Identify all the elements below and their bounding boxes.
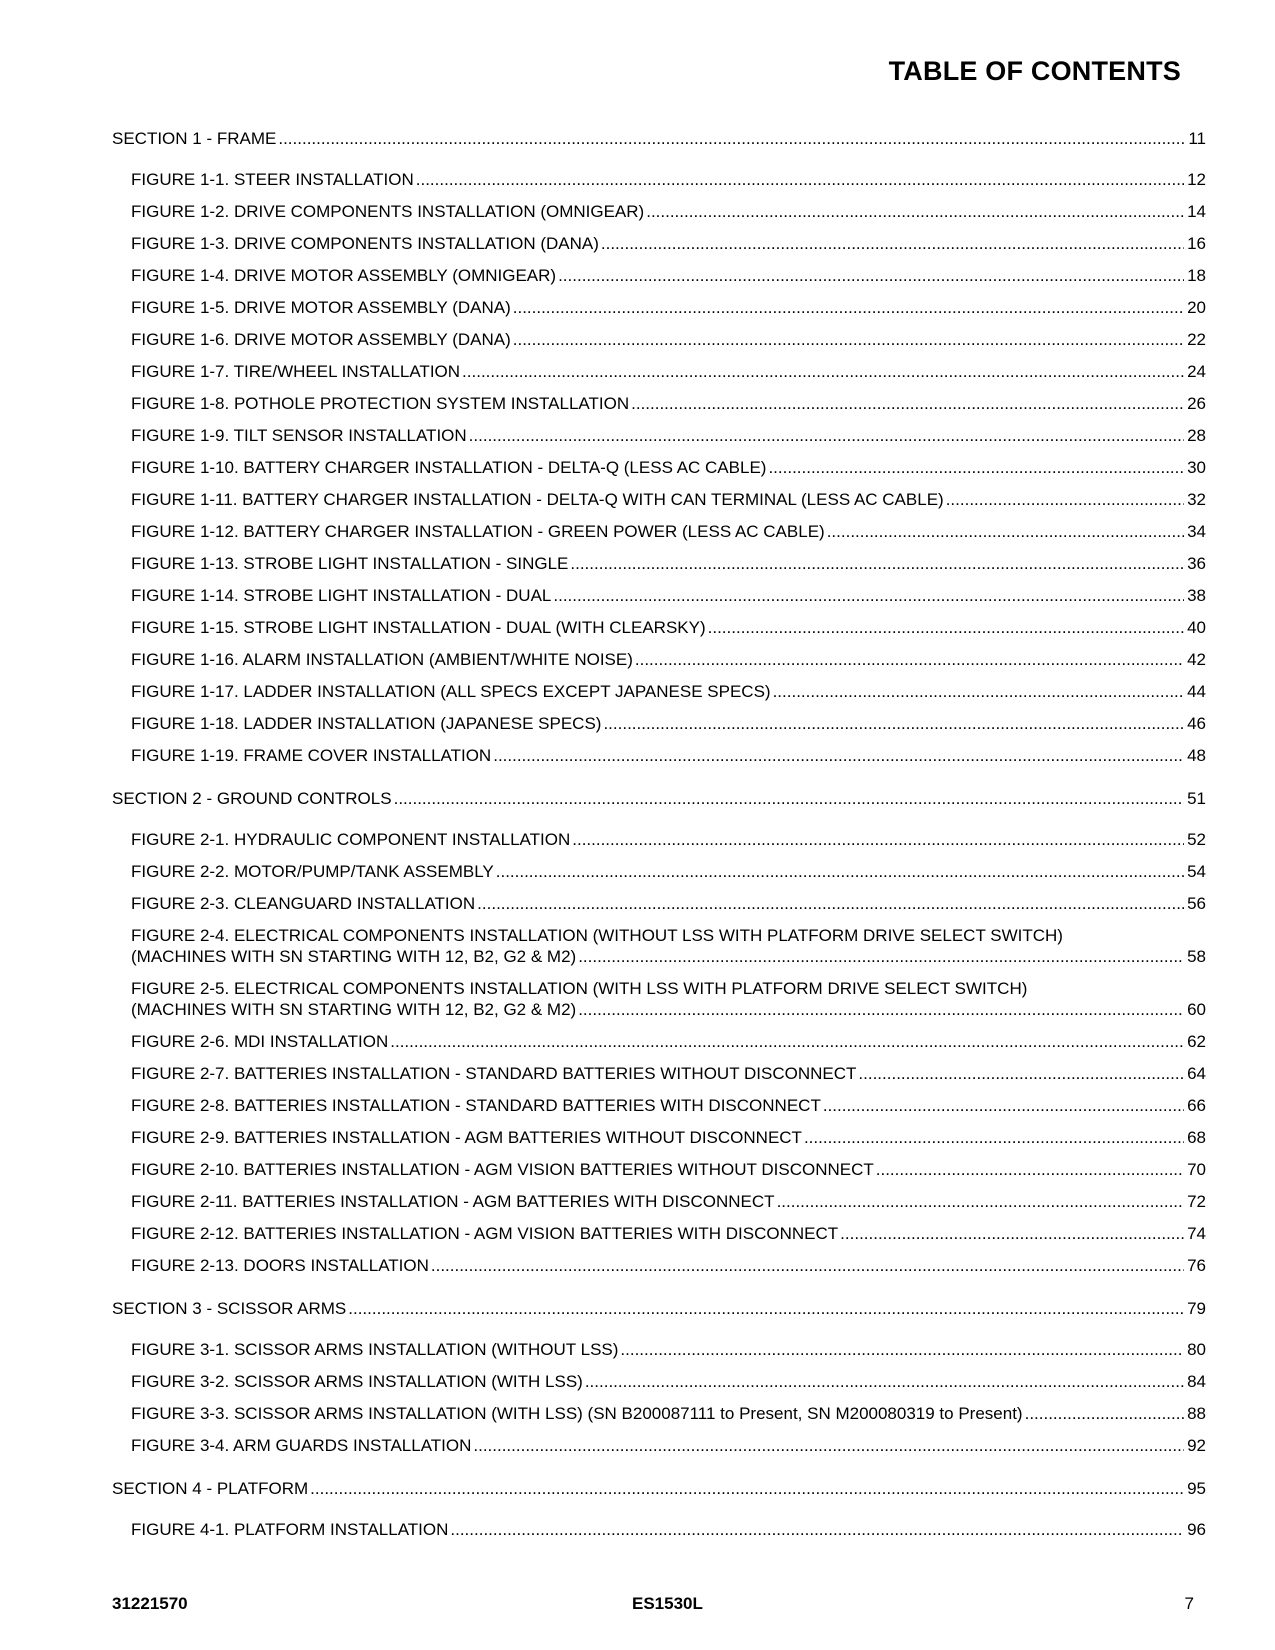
toc-figure-entry[interactable] bbox=[131, 1159, 1206, 1180]
toc-entry-title: FIGURE 1-4. DRIVE MOTOR ASSEMBLY (OMNIGEAR) bbox=[131, 266, 557, 285]
dot-leader bbox=[631, 393, 1184, 414]
dot-leader bbox=[823, 1095, 1184, 1116]
toc-entry-title: SECTION 2 - GROUND CONTROLS bbox=[112, 789, 392, 808]
toc-entry-page: 72 bbox=[1187, 1192, 1206, 1211]
toc-figure-entry[interactable] bbox=[131, 297, 1206, 318]
dot-leader bbox=[946, 489, 1184, 510]
dot-leader bbox=[416, 169, 1184, 190]
footer-model: ES1530L bbox=[632, 1594, 703, 1613]
toc-entry-page: 52 bbox=[1187, 830, 1206, 849]
toc-entry-page: 34 bbox=[1187, 522, 1206, 541]
dot-leader bbox=[603, 713, 1184, 734]
toc-entry-title: FIGURE 2-3. CLEANGUARD INSTALLATION bbox=[131, 894, 476, 913]
toc-entry-page: 16 bbox=[1187, 234, 1206, 253]
dot-leader bbox=[773, 681, 1185, 702]
toc-entry-page: 38 bbox=[1187, 586, 1206, 605]
toc-entry-title: (MACHINES WITH SN STARTING WITH 12, B2, G2 & M2) bbox=[131, 947, 577, 966]
toc-figure-entry[interactable] bbox=[131, 329, 1206, 350]
toc-entry-page: 54 bbox=[1187, 862, 1206, 881]
dot-leader bbox=[496, 861, 1184, 882]
dot-leader bbox=[876, 1159, 1184, 1180]
toc-entry-page: 88 bbox=[1187, 1404, 1206, 1423]
toc-section-entry[interactable] bbox=[112, 1298, 1206, 1319]
table-of-contents bbox=[112, 128, 1206, 1551]
toc-entry-title: FIGURE 1-3. DRIVE COMPONENTS INSTALLATION (DANA) bbox=[131, 234, 599, 253]
dot-leader bbox=[601, 233, 1184, 254]
toc-figure-entry[interactable] bbox=[131, 1127, 1206, 1148]
toc-entry-title-line: FIGURE 2-4. ELECTRICAL COMPONENTS INSTALLATION (WITHOUT LSS WITH PLATFORM DRIVE SELECT SWITCH) bbox=[131, 926, 1063, 945]
toc-figure-entry[interactable] bbox=[131, 978, 1206, 1020]
dot-leader bbox=[394, 788, 1184, 809]
toc-entry-page: 62 bbox=[1187, 1032, 1206, 1051]
toc-figure-entry[interactable] bbox=[131, 1031, 1206, 1052]
toc-entry-title: SECTION 1 - FRAME bbox=[112, 129, 277, 148]
toc-figure-entry[interactable] bbox=[131, 1403, 1206, 1424]
toc-figure-entry[interactable] bbox=[131, 489, 1206, 510]
dot-leader bbox=[462, 361, 1184, 382]
toc-entry-title: FIGURE 1-15. STROBE LIGHT INSTALLATION - DUAL (WITH CLEARSKY) bbox=[131, 618, 706, 637]
toc-entry-title: FIGURE 1-5. DRIVE MOTOR ASSEMBLY (DANA) bbox=[131, 298, 511, 317]
toc-figure-entry[interactable] bbox=[131, 233, 1206, 254]
toc-figure-entry[interactable] bbox=[131, 745, 1206, 766]
toc-entry-title: FIGURE 4-1. PLATFORM INSTALLATION bbox=[131, 1520, 449, 1539]
dot-leader bbox=[578, 999, 1184, 1020]
toc-entry-page: 70 bbox=[1187, 1160, 1206, 1179]
toc-entry-title: FIGURE 1-7. TIRE/WHEEL INSTALLATION bbox=[131, 362, 461, 381]
toc-figure-entry[interactable] bbox=[131, 393, 1206, 414]
page-title: TABLE OF CONTENTS bbox=[888, 56, 1181, 86]
toc-entry-page: 68 bbox=[1187, 1128, 1206, 1147]
dot-leader bbox=[390, 1031, 1184, 1052]
dot-leader bbox=[493, 745, 1184, 766]
toc-figure-entry[interactable] bbox=[131, 681, 1206, 702]
toc-entry-page: 12 bbox=[1187, 170, 1206, 189]
toc-entry-title: FIGURE 1-11. BATTERY CHARGER INSTALLATION - DELTA-Q WITH CAN TERMINAL (LESS AC CABLE) bbox=[131, 490, 944, 509]
toc-entry-title: FIGURE 3-3. SCISSOR ARMS INSTALLATION (WITH LSS) (SN B200087111 to Present, SN M200080319 to Present) bbox=[131, 1404, 1023, 1423]
toc-figure-entry[interactable] bbox=[131, 1095, 1206, 1116]
toc-entry-title: FIGURE 2-9. BATTERIES INSTALLATION - AGM BATTERIES WITHOUT DISCONNECT bbox=[131, 1128, 802, 1147]
dot-leader bbox=[578, 946, 1184, 967]
toc-entry-page: 46 bbox=[1187, 714, 1206, 733]
toc-figure-entry[interactable] bbox=[131, 829, 1206, 850]
toc-entry-page: 51 bbox=[1187, 789, 1206, 808]
toc-entry-title: FIGURE 1-19. FRAME COVER INSTALLATION bbox=[131, 746, 492, 765]
dot-leader bbox=[840, 1223, 1184, 1244]
toc-figure-entry[interactable] bbox=[131, 361, 1206, 382]
toc-entry-title: FIGURE 3-2. SCISSOR ARMS INSTALLATION (WITH LSS) bbox=[131, 1372, 583, 1391]
dot-leader bbox=[572, 829, 1184, 850]
dot-leader bbox=[635, 649, 1184, 670]
toc-entry-title: FIGURE 1-1. STEER INSTALLATION bbox=[131, 170, 414, 189]
toc-figure-entry[interactable] bbox=[131, 553, 1206, 574]
toc-entry-page: 24 bbox=[1187, 362, 1206, 381]
toc-figure-entry[interactable] bbox=[131, 893, 1206, 914]
dot-leader bbox=[768, 457, 1184, 478]
toc-entry-page: 96 bbox=[1187, 1520, 1206, 1539]
toc-entry-page: 30 bbox=[1187, 458, 1206, 477]
dot-leader bbox=[585, 1371, 1184, 1392]
toc-entry-page: 48 bbox=[1187, 746, 1206, 765]
toc-entry-title: FIGURE 2-11. BATTERIES INSTALLATION - AGM BATTERIES WITH DISCONNECT bbox=[131, 1192, 775, 1211]
toc-figure-entry[interactable] bbox=[131, 1255, 1206, 1276]
toc-entry-page: 64 bbox=[1187, 1064, 1206, 1083]
toc-entry-title-line: FIGURE 2-5. ELECTRICAL COMPONENTS INSTALLATION (WITH LSS WITH PLATFORM DRIVE SELECT SWITCH) bbox=[131, 979, 1028, 998]
toc-entry-page: 44 bbox=[1187, 682, 1206, 701]
dot-leader bbox=[1025, 1403, 1184, 1424]
toc-entry-page: 11 bbox=[1188, 129, 1206, 148]
dot-leader bbox=[431, 1255, 1184, 1276]
toc-entry-title: FIGURE 2-6. MDI INSTALLATION bbox=[131, 1032, 389, 1051]
toc-figure-entry[interactable] bbox=[131, 169, 1206, 190]
toc-entry-title: SECTION 4 - PLATFORM bbox=[112, 1479, 309, 1498]
toc-entry-page: 60 bbox=[1187, 1000, 1206, 1019]
toc-figure-entry[interactable] bbox=[131, 265, 1206, 286]
toc-entry-page: 58 bbox=[1187, 947, 1206, 966]
dot-leader bbox=[646, 201, 1184, 222]
toc-figure-entry[interactable] bbox=[131, 1063, 1206, 1084]
toc-entry-page: 56 bbox=[1187, 894, 1206, 913]
toc-entry-title: FIGURE 2-13. DOORS INSTALLATION bbox=[131, 1256, 429, 1275]
toc-figure-entry[interactable] bbox=[131, 201, 1206, 222]
toc-figure-entry[interactable] bbox=[131, 1223, 1206, 1244]
toc-entry-title: FIGURE 1-14. STROBE LIGHT INSTALLATION - DUAL bbox=[131, 586, 552, 605]
toc-entry-page: 80 bbox=[1187, 1340, 1206, 1359]
toc-entry-page: 32 bbox=[1187, 490, 1206, 509]
dot-leader bbox=[804, 1127, 1184, 1148]
dot-leader bbox=[570, 553, 1184, 574]
toc-entry-page: 95 bbox=[1187, 1479, 1206, 1498]
toc-entry-page: 26 bbox=[1187, 394, 1206, 413]
toc-entry-page: 84 bbox=[1187, 1372, 1206, 1391]
toc-figure-entry[interactable] bbox=[131, 925, 1206, 967]
dot-leader bbox=[827, 521, 1184, 542]
toc-entry-page: 79 bbox=[1187, 1299, 1206, 1318]
toc-figure-entry[interactable] bbox=[131, 861, 1206, 882]
toc-entry-title: FIGURE 2-10. BATTERIES INSTALLATION - AGM VISION BATTERIES WITHOUT DISCONNECT bbox=[131, 1160, 874, 1179]
toc-entry-title: FIGURE 2-8. BATTERIES INSTALLATION - STANDARD BATTERIES WITH DISCONNECT bbox=[131, 1096, 821, 1115]
toc-entry-title: FIGURE 1-12. BATTERY CHARGER INSTALLATION - GREEN POWER (LESS AC CABLE) bbox=[131, 522, 825, 541]
toc-entry-title: FIGURE 2-1. HYDRAULIC COMPONENT INSTALLATION bbox=[131, 830, 571, 849]
footer-page-number: 7 bbox=[1184, 1594, 1194, 1613]
toc-entry-title: FIGURE 1-9. TILT SENSOR INSTALLATION bbox=[131, 426, 467, 445]
toc-entry-page: 76 bbox=[1187, 1256, 1206, 1275]
toc-entry-title: FIGURE 1-6. DRIVE MOTOR ASSEMBLY (DANA) bbox=[131, 330, 511, 349]
toc-entry-title: FIGURE 3-1. SCISSOR ARMS INSTALLATION (WITHOUT LSS) bbox=[131, 1340, 619, 1359]
toc-entry-page: 28 bbox=[1187, 426, 1206, 445]
toc-figure-entry[interactable] bbox=[131, 521, 1206, 542]
toc-entry-title: FIGURE 2-2. MOTOR/PUMP/TANK ASSEMBLY bbox=[131, 862, 494, 881]
toc-entry-page: 36 bbox=[1187, 554, 1206, 573]
dot-leader bbox=[620, 1339, 1184, 1360]
dot-leader bbox=[553, 585, 1184, 606]
toc-entry-title: (MACHINES WITH SN STARTING WITH 12, B2, G2 & M2) bbox=[131, 1000, 577, 1019]
footer-doc-number: 31221570 bbox=[112, 1594, 188, 1613]
toc-figure-entry[interactable] bbox=[131, 713, 1206, 734]
toc-section-entry[interactable] bbox=[112, 128, 1206, 149]
dot-leader bbox=[513, 329, 1184, 350]
dot-leader bbox=[777, 1191, 1185, 1212]
toc-entry-title: FIGURE 1-10. BATTERY CHARGER INSTALLATION - DELTA-Q (LESS AC CABLE) bbox=[131, 458, 767, 477]
toc-entry-title: FIGURE 2-12. BATTERIES INSTALLATION - AGM VISION BATTERIES WITH DISCONNECT bbox=[131, 1224, 839, 1243]
dot-leader bbox=[477, 893, 1184, 914]
toc-figure-entry[interactable] bbox=[131, 425, 1206, 446]
toc-entry-title: FIGURE 1-18. LADDER INSTALLATION (JAPANESE SPECS) bbox=[131, 714, 602, 733]
dot-leader bbox=[513, 297, 1184, 318]
toc-entry-page: 74 bbox=[1187, 1224, 1206, 1243]
toc-figure-entry[interactable] bbox=[131, 1519, 1206, 1540]
toc-entry-page: 66 bbox=[1187, 1096, 1206, 1115]
toc-entry-title: FIGURE 2-7. BATTERIES INSTALLATION - STANDARD BATTERIES WITHOUT DISCONNECT bbox=[131, 1064, 857, 1083]
dot-leader bbox=[473, 1435, 1184, 1456]
dot-leader bbox=[708, 617, 1184, 638]
toc-figure-entry[interactable] bbox=[131, 1435, 1206, 1456]
dot-leader bbox=[310, 1478, 1184, 1499]
toc-figure-entry[interactable] bbox=[131, 585, 1206, 606]
toc-entry-page: 14 bbox=[1187, 202, 1206, 221]
toc-figure-entry[interactable] bbox=[131, 1191, 1206, 1212]
dot-leader bbox=[858, 1063, 1184, 1084]
toc-entry-title: FIGURE 1-8. POTHOLE PROTECTION SYSTEM INSTALLATION bbox=[131, 394, 630, 413]
toc-figure-entry[interactable] bbox=[131, 649, 1206, 670]
toc-entry-title: FIGURE 1-16. ALARM INSTALLATION (AMBIENT/WHITE NOISE) bbox=[131, 650, 633, 669]
dot-leader bbox=[278, 128, 1185, 149]
toc-entry-title: FIGURE 3-4. ARM GUARDS INSTALLATION bbox=[131, 1436, 472, 1455]
toc-figure-entry[interactable] bbox=[131, 1339, 1206, 1360]
toc-entry-page: 40 bbox=[1187, 618, 1206, 637]
dot-leader bbox=[348, 1298, 1184, 1319]
toc-entry-title: FIGURE 1-13. STROBE LIGHT INSTALLATION - SINGLE bbox=[131, 554, 569, 573]
dot-leader bbox=[469, 425, 1184, 446]
toc-figure-entry[interactable] bbox=[131, 1371, 1206, 1392]
toc-section-entry[interactable] bbox=[112, 1478, 1206, 1499]
toc-entry-page: 18 bbox=[1187, 266, 1206, 285]
toc-entry-title: SECTION 3 - SCISSOR ARMS bbox=[112, 1299, 347, 1318]
toc-entry-page: 92 bbox=[1187, 1436, 1206, 1455]
toc-figure-entry[interactable] bbox=[131, 457, 1206, 478]
dot-leader bbox=[450, 1519, 1184, 1540]
toc-entry-page: 22 bbox=[1187, 330, 1206, 349]
toc-entry-title: FIGURE 1-17. LADDER INSTALLATION (ALL SPECS EXCEPT JAPANESE SPECS) bbox=[131, 682, 771, 701]
toc-figure-entry[interactable] bbox=[131, 617, 1206, 638]
toc-section-entry[interactable] bbox=[112, 788, 1206, 809]
toc-entry-page: 20 bbox=[1187, 298, 1206, 317]
dot-leader bbox=[558, 265, 1184, 286]
toc-entry-page: 42 bbox=[1187, 650, 1206, 669]
toc-entry-title: FIGURE 1-2. DRIVE COMPONENTS INSTALLATION (OMNIGEAR) bbox=[131, 202, 645, 221]
